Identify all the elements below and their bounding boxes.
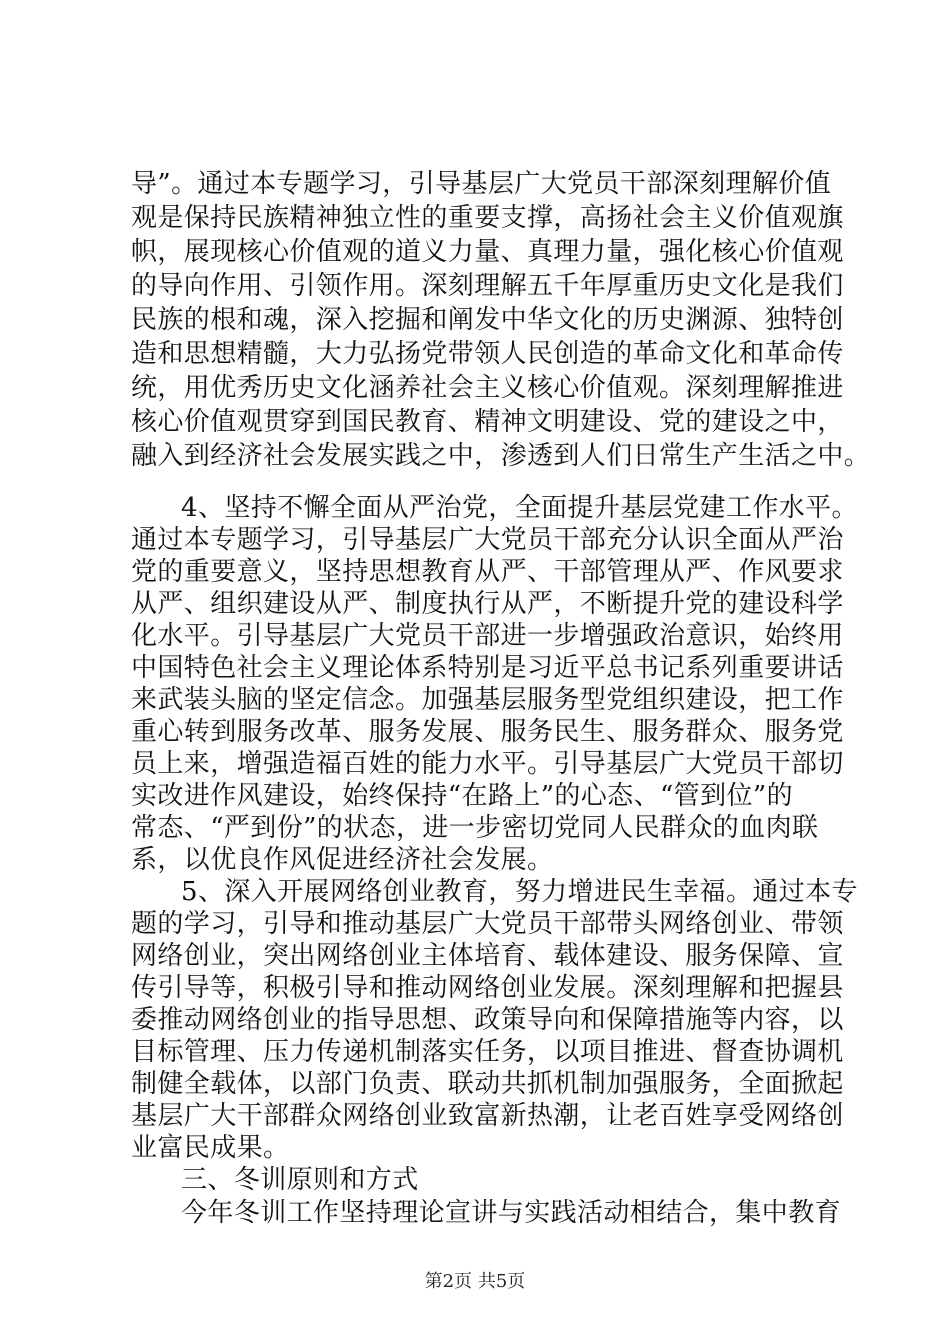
body-line: 委推动网络创业的指导思想、政策导向和保障措施等内容，以 [131, 1005, 844, 1035]
body-line: 统，用优秀历史文化涵养社会主义核心价值观。深刻理解推进 [131, 373, 844, 403]
body-line: 帜，展现核心价值观的道义力量、真理力量，强化核心价值观 [131, 237, 844, 267]
body-line: 的导向作用、引领作用。深刻理解五千年厚重历史文化是我们 [131, 271, 844, 301]
body-line: 观是保持民族精神独立性的重要支撑，高扬社会主义价值观旗 [131, 203, 844, 233]
body-line: 题的学习，引导和推动基层广大党员干部带头网络创业、带领 [131, 909, 844, 939]
body-line: 传引导等，积极引导和推动网络创业发展。深刻理解和把握县 [131, 973, 844, 1003]
body-line: 民族的根和魂，深入挖掘和阐发中华文化的历史渊源、独特创 [131, 305, 844, 335]
body-line: 通过本专题学习，引导基层广大党员干部充分认识全面从严治 [131, 525, 844, 555]
body-line: 业富民成果。 [131, 1133, 290, 1163]
body-line: 系，以优良作风促进经济社会发展。 [131, 845, 554, 875]
body-line: 目标管理、压力传递机制落实任务，以项目推进、督查协调机 [131, 1037, 844, 1067]
body-line: 基层广大干部群众网络创业致富新热潮，让老百姓享受网络创 [131, 1101, 844, 1131]
body-line: 造和思想精髓，大力弘扬党带领人民创造的革命文化和革命传 [131, 339, 844, 369]
body-line: 从严、组织建设从严、制度执行从严，不断提升党的建设科学 [131, 589, 844, 619]
body-line: 常态、“严到份”的状态，进一步密切党同人民群众的血肉联 [131, 813, 819, 843]
section-heading-3: 三、冬训原则和方式 [181, 1165, 419, 1195]
body-line: 今年冬训工作坚持理论宣讲与实践活动相结合，集中教育 [181, 1198, 842, 1228]
section-heading-5: 5、深入开展网络创业教育，努力增进民生幸福。通过本专 [181, 877, 858, 907]
body-line: 中国特色社会主义理论体系特别是习近平总书记系列重要讲话 [131, 653, 844, 683]
body-line: 导”。通过本专题学习，引导基层广大党员干部深刻理解价值 [131, 169, 832, 199]
body-line: 党的重要意义，坚持思想教育从严、干部管理从严、作风要求 [131, 557, 844, 587]
body-line: 网络创业，突出网络创业主体培育、载体建设、服务保障、宣 [131, 941, 844, 971]
body-line: 化水平。引导基层广大党员干部进一步增强政治意识，始终用 [131, 621, 844, 651]
body-line: 员上来，增强造福百姓的能力水平。引导基层广大党员干部切 [131, 749, 844, 779]
body-line: 制健全载体，以部门负责、联动共抓机制加强服务，全面掀起 [131, 1069, 844, 1099]
body-line: 来武装头脑的坚定信念。加强基层服务型党组织建设，把工作 [131, 685, 844, 715]
body-line: 重心转到服务改革、服务发展、服务民生、服务群众、服务党 [131, 717, 844, 747]
section-heading-4: 4、坚持不懈全面从严治党，全面提升基层党建工作水平。 [181, 493, 858, 523]
body-line: 融入到经济社会发展实践之中，渗透到人们日常生产生活之中。 [131, 441, 871, 471]
body-line: 实改进作风建设，始终保持“在路上”的心态、“管到位”的 [131, 781, 793, 811]
body-line: 核心价值观贯穿到国民教育、精神文明建设、党的建设之中， [131, 407, 844, 437]
page-footer: 第2页 共5页 [424, 1271, 526, 1292]
